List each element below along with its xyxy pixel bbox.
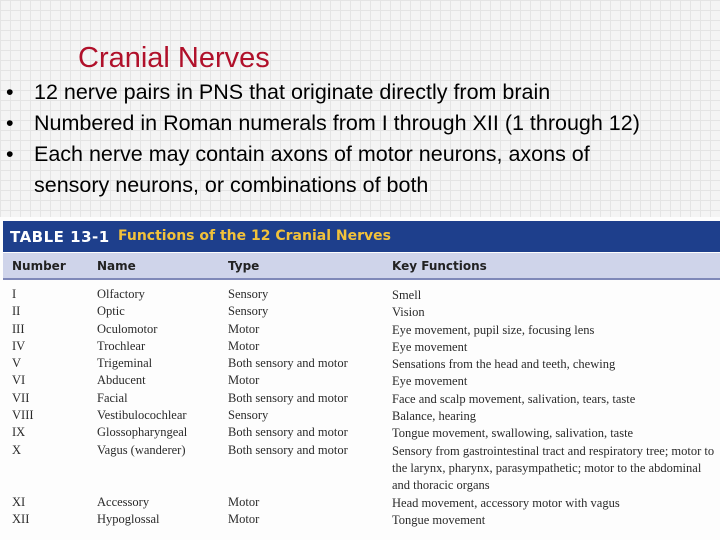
header-number: Number	[12, 259, 66, 273]
table-row	[0, 356, 720, 373]
cell-functions: Smell	[392, 288, 422, 302]
table-row	[0, 304, 720, 321]
bullet-text: sensory neurons, or combinations of both	[34, 173, 429, 197]
cell-number: VIII	[12, 408, 34, 423]
cell-type: Motor	[228, 338, 260, 353]
header-type: Type	[228, 259, 260, 273]
bullet-list	[0, 77, 720, 201]
cell-name: Vestibulocochlear	[97, 408, 187, 423]
bullet-text: Each nerve may contain axons of motor neurons, axons of	[34, 142, 590, 166]
table-row	[0, 443, 720, 495]
bullet-marker: •	[6, 80, 14, 104]
cell-functions: Balance, hearing	[392, 409, 476, 424]
bullet-marker: •	[6, 111, 14, 135]
cell-functions: Head movement, accessory motor with vagus	[392, 495, 620, 510]
cell-number: V	[12, 356, 22, 371]
cell-number: VII	[12, 390, 30, 405]
table-row	[0, 391, 720, 408]
table-row	[0, 512, 720, 529]
cell-functions: Sensations from the head and teeth, chewing	[392, 357, 616, 372]
header-key-functions: Key Functions	[392, 259, 487, 273]
table-row	[0, 339, 720, 356]
cell-functions: Face and scalp movement, salivation, tears, taste	[392, 391, 636, 406]
table-column-headers	[3, 253, 720, 280]
cell-type: Both sensory and motor	[228, 442, 348, 457]
cell-type: Motor	[228, 321, 260, 336]
cell-type: Sensory	[228, 304, 269, 319]
cell-functions: Eye movement, pupil size, focusing lens	[392, 322, 595, 337]
cell-functions: Eye movement	[392, 339, 468, 354]
table-body	[0, 287, 720, 529]
cell-functions: Tongue movement	[392, 512, 486, 527]
cell-type: Both sensory and motor	[228, 425, 348, 440]
cell-number: III	[12, 321, 25, 336]
table-row	[0, 425, 720, 442]
cell-type: Motor	[228, 494, 260, 509]
cell-name: Trigeminal	[97, 356, 153, 371]
cell-type: Both sensory and motor	[228, 356, 348, 371]
slide-title: Cranial Nerves	[78, 42, 270, 74]
cell-functions: Vision	[392, 305, 425, 320]
bullet-item-continuation	[0, 170, 720, 201]
cell-type: Both sensory and motor	[228, 390, 348, 405]
table-title: Functions of the 12 Cranial Nerves	[118, 228, 391, 244]
bullet-text: Numbered in Roman numerals from I through XII (1 through 12)	[34, 111, 640, 135]
cell-type: Motor	[228, 373, 260, 388]
cell-number: XII	[12, 511, 30, 526]
cell-name: Vagus (wanderer)	[97, 442, 186, 457]
cell-number: XI	[12, 494, 26, 509]
cell-functions: Sensory from gastrointestinal tract and respiratory tree; motor to the larynx, pharynx, parasympathetic; motor to the abdominal and thoracic organs	[392, 443, 715, 493]
bullet-item	[0, 139, 720, 170]
table-label: TABLE 13-1	[10, 228, 110, 246]
bullet-text: 12 nerve pairs in PNS that originate directly from brain	[34, 80, 551, 104]
cell-number: IV	[12, 338, 26, 353]
cell-name: Trochlear	[97, 338, 146, 353]
bullet-marker: •	[6, 142, 14, 166]
cell-number: IX	[12, 425, 26, 440]
cell-name: Glossopharyngeal	[97, 425, 188, 440]
cell-type: Motor	[228, 511, 260, 526]
bullet-item	[0, 108, 720, 139]
table-row	[0, 287, 720, 304]
cranial-nerves-table	[0, 217, 720, 540]
table-row	[0, 408, 720, 425]
cell-functions: Tongue movement, swallowing, salivation, taste	[392, 426, 634, 441]
cell-number: II	[12, 304, 21, 319]
cell-name: Hypoglossal	[97, 511, 160, 526]
cell-name: Optic	[97, 304, 125, 319]
table-row	[0, 495, 720, 512]
cell-type: Sensory	[228, 287, 269, 301]
cell-number: VI	[12, 373, 26, 388]
cell-functions: Eye movement	[392, 374, 468, 389]
cell-number: I	[12, 287, 17, 301]
cell-name: Olfactory	[97, 287, 145, 301]
header-name: Name	[97, 259, 136, 273]
table-row	[0, 373, 720, 390]
table-row	[0, 322, 720, 339]
cell-number: X	[12, 442, 22, 457]
cell-type: Sensory	[228, 408, 269, 423]
table-header-bar	[3, 221, 720, 252]
cell-name: Oculomotor	[97, 321, 158, 336]
cell-name: Accessory	[97, 494, 150, 509]
bullet-item	[0, 77, 720, 108]
cell-name: Abducent	[97, 373, 146, 388]
cell-name: Facial	[97, 390, 128, 405]
